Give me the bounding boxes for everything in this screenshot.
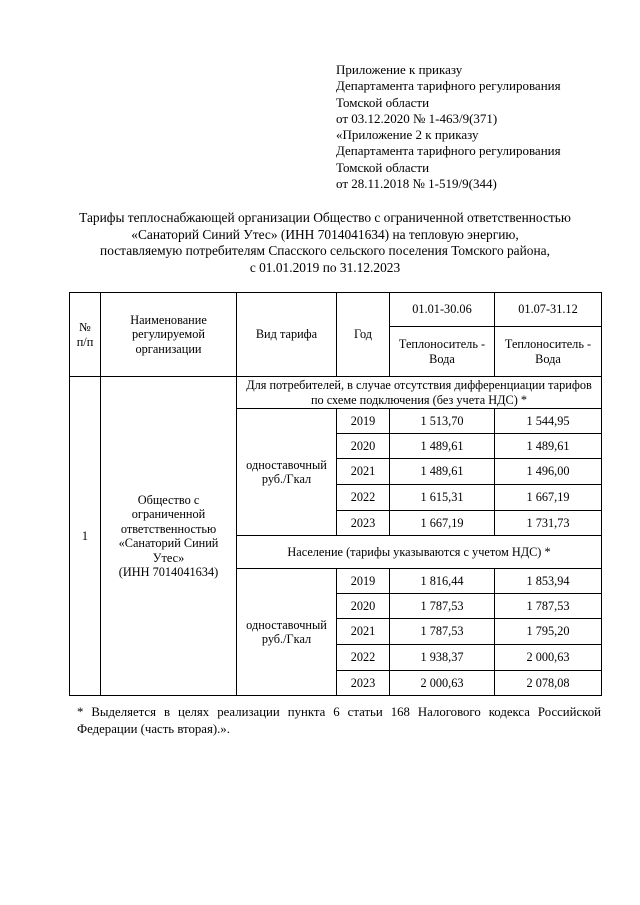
- tariff-value-h2: 1 795,20: [495, 619, 602, 645]
- year-cell: 2019: [337, 569, 390, 594]
- section-heading: Для потребителей, в случае отсутствия дифференциации тарифов по схеме подключения (без учета НДС) *: [237, 377, 602, 409]
- document-title: [40, 210, 610, 276]
- title-line: поставляемую потребителям Спасского сельского поселения Томского района,: [100, 243, 550, 258]
- tariff-type-cell: одноставочный руб./Гкал: [237, 569, 337, 696]
- title-line: «Санаторий Синий Утес» (ИНН 7014041634) на тепловую энергию,: [131, 226, 519, 242]
- year-cell: 2021: [337, 619, 390, 645]
- tariff-value-h1: 1 489,61: [390, 459, 495, 485]
- tariff-value-h1: 1 615,31: [390, 485, 495, 511]
- tariff-value-h1: 1 938,37: [390, 645, 495, 671]
- year-cell: 2019: [337, 409, 390, 434]
- header-heat-carrier: Теплоноситель - Вода: [495, 327, 602, 377]
- tariff-value-h2: 1 489,61: [495, 434, 602, 459]
- tariff-value-h1: 1 489,61: [390, 434, 495, 459]
- section-heading: Население (тарифы указываются с учетом НДС) *: [237, 536, 602, 569]
- year-cell: 2022: [337, 645, 390, 671]
- tariff-value-h1: 1 513,70: [390, 409, 495, 434]
- header-line: от 28.11.2018 № 1-519/9(344): [336, 176, 497, 192]
- tariff-type-cell: одноставочный руб./Гкал: [237, 409, 337, 536]
- footnote: * Выделяется в целях реализации пункта 6 статьи 168 Налогового кодекса Российской Федерации (часть вторая).».: [77, 705, 601, 736]
- tariff-value-h2: 1 731,73: [495, 511, 602, 536]
- header-year: Год: [337, 293, 390, 377]
- tariff-value-h2: 1 496,00: [495, 459, 602, 485]
- tariff-value-h2: 1 787,53: [495, 594, 602, 619]
- header-period-first-half: 01.01-30.06: [390, 293, 495, 327]
- tariff-value-h1: 1 787,53: [390, 619, 495, 645]
- header-line: Томской области: [336, 94, 430, 110]
- header-organization: Наименование регулируемой организации: [101, 293, 237, 377]
- header-line: Томской области: [336, 159, 430, 175]
- organization-name: Общество с ограниченной ответственностью «Санаторий Синий Утес» (ИНН 7014041634): [101, 377, 237, 696]
- tariff-value-h2: 2 078,08: [495, 671, 602, 696]
- title-line: Тарифы теплоснабжающей организации Общество с ограниченной ответственностью: [79, 210, 571, 225]
- header-heat-carrier: Теплоноситель - Вода: [390, 327, 495, 377]
- header-line: Приложение к приказу: [336, 62, 463, 77]
- tariff-value-h2: 1 544,95: [495, 409, 602, 434]
- order-appendix-header: [336, 62, 626, 192]
- year-cell: 2023: [337, 511, 390, 536]
- tariff-value-h1: 1 787,53: [390, 594, 495, 619]
- header-line: от 03.12.2020 № 1-463/9(371): [336, 110, 498, 126]
- section-heading-row: [70, 377, 602, 409]
- row-number: 1: [70, 377, 101, 696]
- year-cell: 2021: [337, 459, 390, 485]
- tariff-value-h2: 2 000,63: [495, 645, 602, 671]
- tariff-value-h2: 1 667,19: [495, 485, 602, 511]
- tariff-value-h1: 1 667,19: [390, 511, 495, 536]
- year-cell: 2022: [337, 485, 390, 511]
- tariff-table: [69, 292, 602, 696]
- year-cell: 2020: [337, 594, 390, 619]
- tariff-value-h2: 1 853,94: [495, 569, 602, 594]
- table-header-row: [70, 293, 602, 327]
- year-cell: 2020: [337, 434, 390, 459]
- header-line: Департамента тарифного регулирования: [336, 143, 561, 159]
- header-num: № п/п: [70, 293, 101, 377]
- header-line: «Приложение 2 к приказу: [336, 127, 479, 143]
- header-line: Департамента тарифного регулирования: [336, 78, 561, 94]
- header-tariff-type: Вид тарифа: [237, 293, 337, 377]
- year-cell: 2023: [337, 671, 390, 696]
- title-line: с 01.01.2019 по 31.12.2023: [249, 259, 401, 275]
- tariff-value-h1: 2 000,63: [390, 671, 495, 696]
- tariff-value-h1: 1 816,44: [390, 569, 495, 594]
- header-period-second-half: 01.07-31.12: [495, 293, 602, 327]
